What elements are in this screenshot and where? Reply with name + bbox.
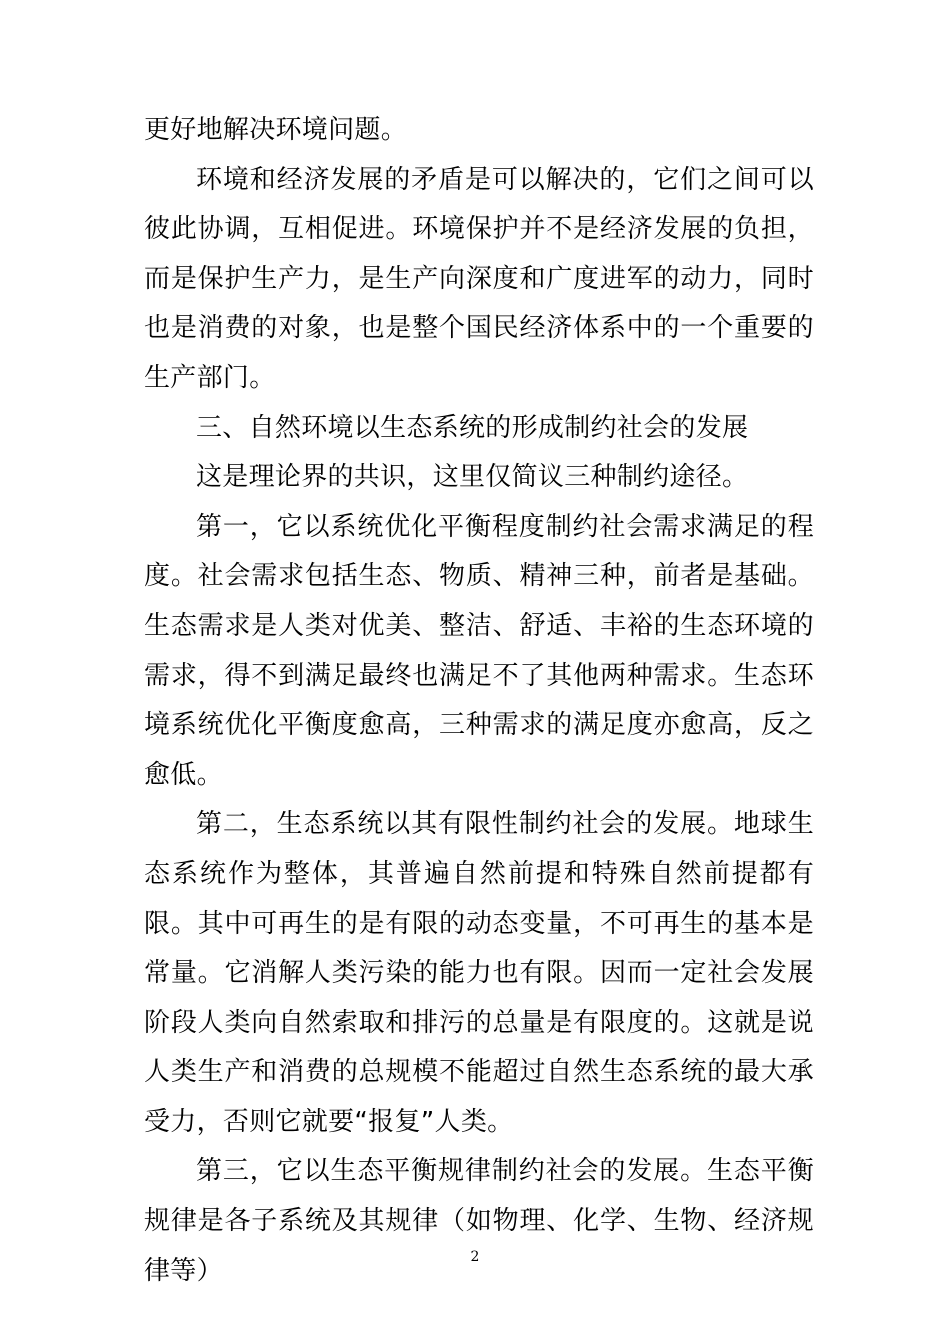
paragraph-continuation: 更好地解决环境问题。 [144,115,408,145]
page-number: 2 [470,1249,480,1265]
paragraph-second: 第二，生态系统以其有限性制约社会的发展。地球生态系统作为整体，其普遍自然前提和特殊自然前提都有限。其中可再生的是有限的动态变量，不可再生的基本是常量。它消解人类污染的能力也有限。因而一定社会发展阶段人类向自然索取和排污的总量是有限度的。这就是说人类生产和消费的总规模不能超过自然生态系统的最大承受力，否则它就要“报复”人类。 [144,809,814,1137]
paragraph-first: 第一，它以系统优化平衡程度制约社会需求满足的程度。社会需求包括生态、物质、精神三种，前者是基础。生态需求是人类对优美、整洁、舒适、丰裕的生态环境的需求，得不到满足最终也满足不了其他两种需求。生态环境系统优化平衡度愈高，三种需求的满足度亦愈高，反之愈低。 [144,511,814,790]
paragraph-environment-economy: 环境和经济发展的矛盾是可以解决的，它们之间可以彼此协调，互相促进。环境保护并不是经济发展的负担，而是保护生产力，是生产向深度和广度进军的动力，同时也是消费的对象，也是整个国民经济体系中的一个重要的生产部门。 [144,164,814,393]
paragraph-third: 第三，它以生态平衡规律制约社会的发展。生态平衡规律是各子系统及其规律（如物理、化学、生物、经济规律等） [144,1156,814,1286]
paragraph-consensus: 这是理论界的共识，这里仅简议三种制约途径。 [196,462,749,493]
body-text [144,106,814,1296]
section-heading-three: 三、自然环境以生态系统的形成制约社会的发展 [196,412,749,443]
